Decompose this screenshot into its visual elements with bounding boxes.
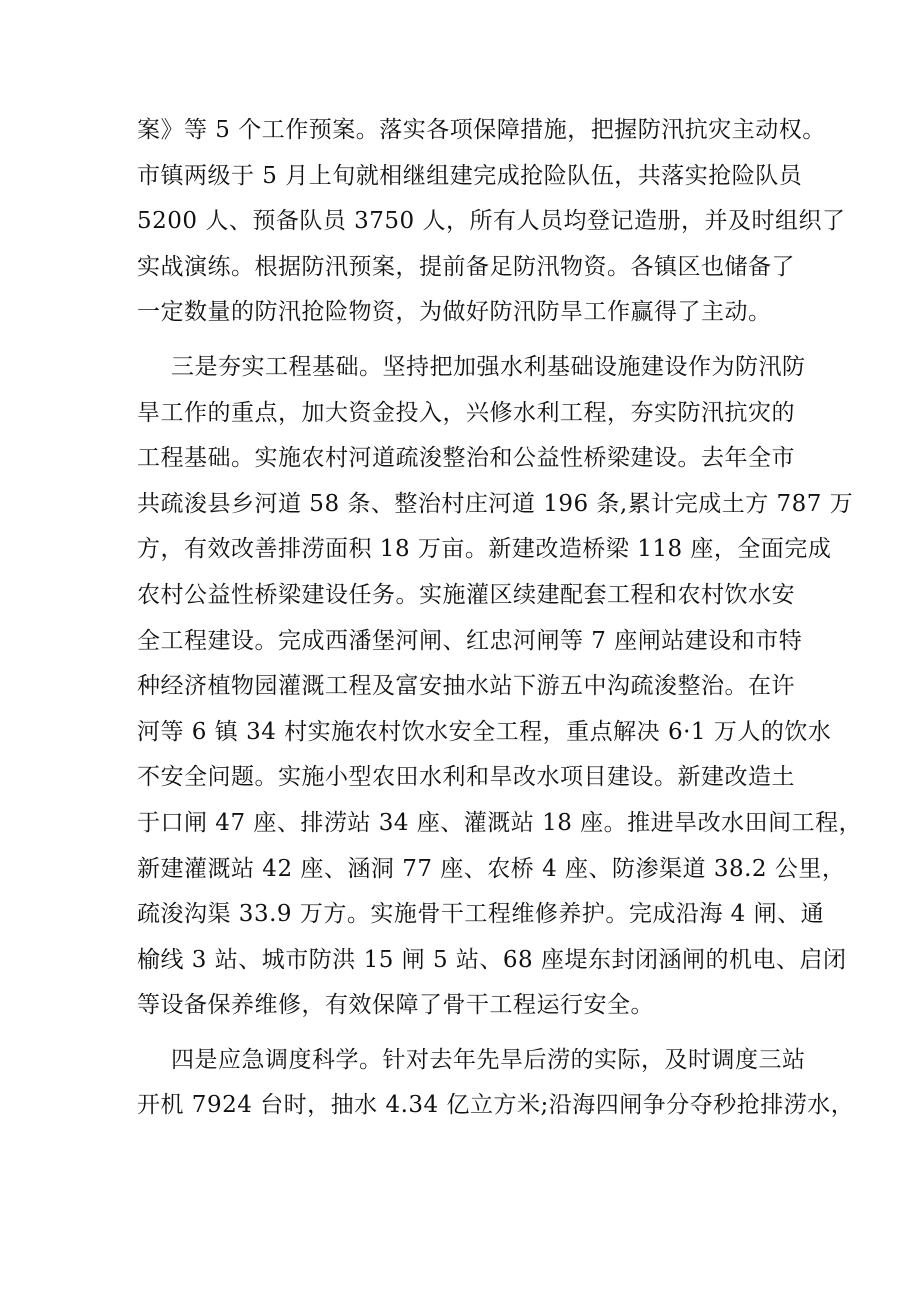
text-line: 榆线 3 站、城市防洪 15 闸 5 站、68 座堤东封闭涵闸的机电、启闭 [137,946,847,973]
text-line: 方，有效改善排涝面积 18 万亩。新建改造桥梁 118 座，全面完成 [137,536,832,563]
text-line: 于口闸 47 座、排涝站 34 座、灌溉站 18 座。推进旱改水田间工程， [137,809,863,836]
text-line: 一定数量的防汛抢险物资，为做好防汛防旱工作赢得了主动。 [137,299,772,326]
text-line: 市镇两级于 5 月上旬就相继组建完成抢险队伍，共落实抢险队员 [137,162,803,189]
paragraph-first-line: 三是夯实工程基础。坚持把加强水利基础设施建设作为防汛防 [171,353,806,380]
text-line: 河等 6 镇 34 村实施农村饮水安全工程，重点解决 6·1 万人的饮水 [137,718,832,745]
text-line: 不安全问题。实施小型农田水利和旱改水项目建设。新建改造土 [137,764,795,791]
text-line: 等设备保养维修，有效保障了骨干工程运行安全。 [137,992,654,1019]
text-line: 案》等 5 个工作预案。落实各项保障措施，把握防汛抗灾主动权。 [137,117,826,143]
text-line: 新建灌溉站 42 座、涵洞 77 座、农桥 4 座、防渗渠道 38.2 公里， [137,855,846,882]
paragraph-first-line: 四是应急调度科学。针对去年先旱后涝的实际，及时调度三站 [171,1046,806,1073]
text-line: 工程基础。实施农村河道疏浚整治和公益性桥梁建设。去年全市 [137,445,795,472]
text-line: 实战演练。根据防汛预案，提前备足防汛物资。各镇区也储备了 [137,253,795,280]
text-line: 开机 7924 台时，抽水 4.34 亿立方米;沿海四闸争分夺秒抢排涝水， [137,1092,855,1119]
document-body [137,108,863,1129]
paragraph-gap [137,1029,797,1038]
paragraph-gap [137,336,797,345]
text-line: 农村公益性桥梁建设任务。实施灌区续建配套工程和农村饮水安 [137,581,795,608]
text-line: 旱工作的重点，加大资金投入，兴修水利工程，夯实防汛抗灾的 [137,399,795,426]
text-line: 全工程建设。完成西潘堡河闸、红忠河闸等 7 座闸站建设和市特 [137,627,803,654]
text-line: 5200 人、预备队员 3750 人，所有人员均登记造册，并及时组织了 [137,208,846,235]
text-line: 共疏浚县乡河道 58 条、整治村庄河道 196 条,累计完成土方 787 万 [137,490,854,517]
text-line: 种经济植物园灌溉工程及富安抽水站下游五中沟疏浚整治。在许 [137,673,795,700]
text-line: 疏浚沟渠 33.9 万方。实施骨干工程维修养护。完成沿海 4 闸、通 [137,901,825,928]
